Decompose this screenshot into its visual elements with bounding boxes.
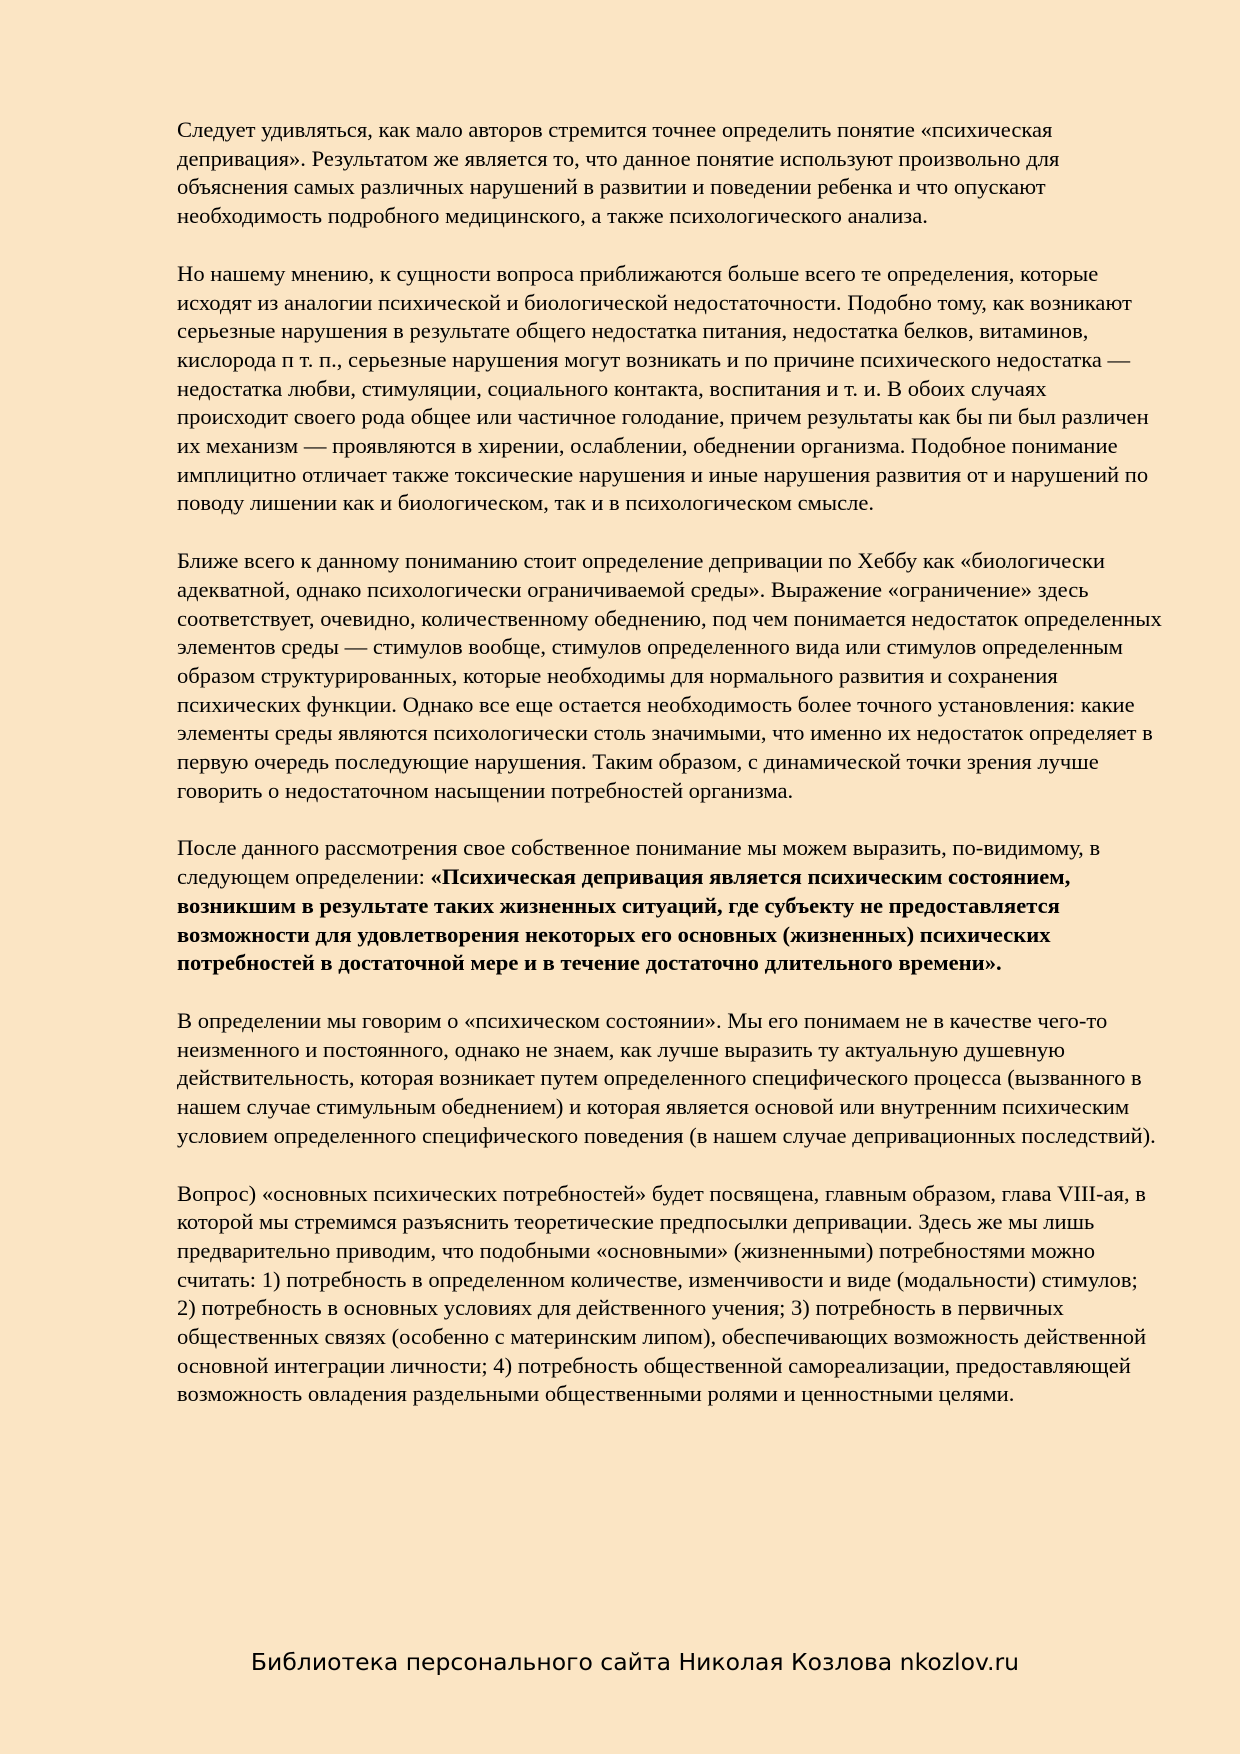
- paragraph-6: Вопрос) «основных психических потребностей» будет посвящена, главным образом, глава VIII-ая, в которой мы стремимся разъяснить теоретические предпосылки депривации. Здесь же мы лишь предварительно приводим, что подобными «основными» (жизненными) потребностями можно считать: 1) потребность в определенном количестве, изменчивости и виде (модальности) стимулов; 2) потребность в основных условиях для действенного учения; 3) потребность в первичных общественных связях (особенно с материнским липом), обеспечивающих возможность действенной основной интеграции личности; 4) потребность общественной самореализации, предоставляющей возможность овладения раздельными общественными ролями и ценностными целями.: [177, 1180, 1147, 1407]
- paragraph-4-intro: После данного рассмотрения свое собственное понимание мы можем выразить, по-видимому, в следующем определении:: [177, 835, 1101, 890]
- document-body: [177, 116, 1162, 1438]
- paragraph-5: В определении мы говорим о «психическом состоянии». Мы его понимаем не в качестве чего-то неизменного и постоянного, однако не знаем, как лучше выразить ту актуальную душевную действительность, которая возникает путем определенного специфического процесса (вызванного в нашем случае стимульным обеднением) и которая является основой или внутренним психическим условием определенного специфического поведения (в нашем случае депривационных последствий).: [177, 1007, 1156, 1148]
- paragraph-1: Следует удивляться, как мало авторов стремится точнее определить понятие «психическая депривация». Результатом же является то, что данное понятие используют произвольно для объяснения самых различных нарушений в развитии и поведении ребенка и что опускают необходимость подробного медицинского, а также психологического анализа.: [177, 117, 1060, 229]
- paragraph-4: [177, 834, 1162, 978]
- paragraph-3: Ближе всего к данному пониманию стоит определение депривации по Хеббу как «биологически адекватной, однако психологически ограничиваемой среды». Выражение «ограничение» здесь соответствует, очевидно, количественному обеднению, под чем понимается недостаток определенных элементов среды — стимулов вообще, стимулов определенного вида или стимулов определенным образом структурированных, которые необходимы для нормального развития и сохранения психических функции. Однако все еще остается необходимость более точного установления: какие элементы среды являются психологически столь значимыми, что именно их недостаток определяет в первую очередь последующие нарушения. Таким образом, с динамической точки зрения лучше говорить о недостаточном насыщении потребностей организма.: [177, 548, 1162, 803]
- paragraph-2: Но нашему мнению, к сущности вопроса приближаются больше всего те определения, которые исходят из аналогии психической и биологической недостаточности. Подобно тому, как возникают серьезные нарушения в результате общего недостатка питания, недостатка белков, витаминов, кислорода п т. п., серьезные нарушения могут возникать и по причине психического недостатка — недостатка любви, стимуляции, социального контакта, воспитания и т. и. В обоих случаях происходит своего рода общее или частичное голодание, причем результаты как бы пи был различен их механизм — проявляются в хирении, ослаблении, обеднении организма. Подобное понимание имплицитно отличает также токсические нарушения и иные нарушения развития от и нарушений по поводу лишении как и биологическом, так и в психологическом смысле.: [177, 260, 1149, 516]
- deprivation-definition: «Психическая депривация является психическим состоянием, возникшим в результате таких жизненных ситуаций, где субъекту не предоставляется возможности для удовлетворения некоторых его основных (жизненных) психических потребностей в достаточной мере и в течение достаточно длительного времени».: [177, 864, 1071, 976]
- library-footer: Библиотека персонального сайта Николая Козлова nkozlov.ru: [250, 1648, 1020, 1676]
